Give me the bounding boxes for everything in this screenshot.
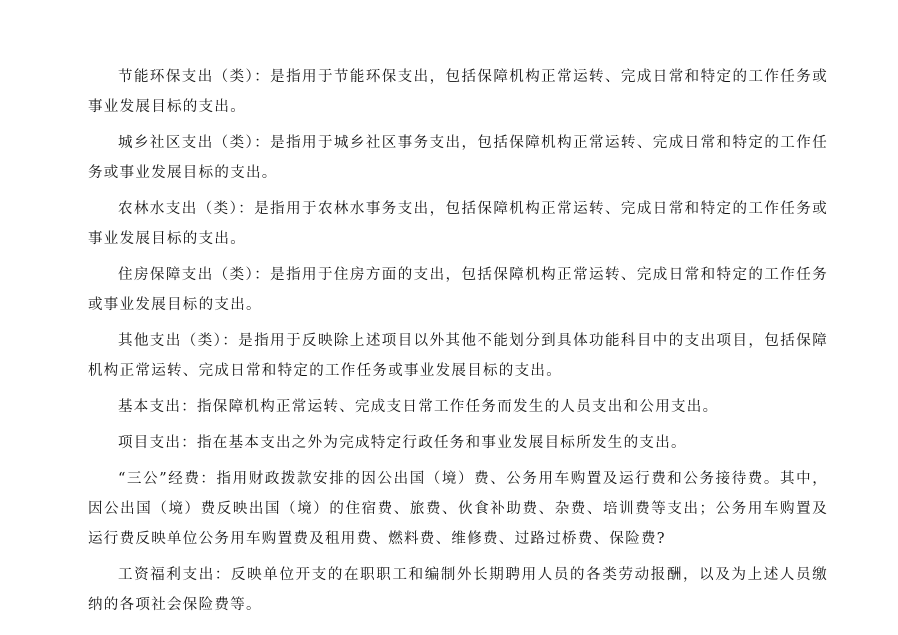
paragraph-housing-security-expenditure: 住房保障支出（类）：是指用于住房方面的支出，包括保障机构正常运转、完成日常和特定的工作任务或事业发展目标的支出。 (88, 267, 828, 313)
paragraph-urban-rural-community-expenditure: 城乡社区支出（类）：是指用于城乡社区事务支出，包括保障机构正常运转、完成日常和特定的工作任务或事业发展目标的支出。 (88, 135, 828, 181)
document-body (88, 62, 828, 626)
paragraph-other-expenditure: 其他支出（类）：是指用于反映除上述项目以外其他不能划分到具体功能科目中的支出项目，包括保障机构正常运转、完成日常和特定的工作任务或事业发展目标的支出。 (88, 333, 828, 379)
paragraph-three-public-expenses: “三公”经费：指用财政拨款安排的因公出国（境）费、公务用车购置及运行费和公务接待费。其中，因公出国（境）费反映出国（境）的住宿费、旅费、伙食补助费、杂费、培训费等支出；公务用车购置及运行费反映单位公务用车购置费及租用费、燃料费、维修费、过路过桥费、保险费? (88, 471, 828, 547)
paragraph-basic-expenditure: 基本支出：指保障机构正常运转、完成支日常工作任务而发生的人员支出和公用支出。 (118, 399, 719, 415)
paragraph-energy-saving-expenditure: 节能环保支出（类）：是指用于节能环保支出，包括保障机构正常运转、完成日常和特定的工作任务或事业发展目标的支出。 (88, 69, 828, 115)
paragraph-salary-welfare-expenditure: 工资福利支出：反映单位开支的在职职工和编制外长期聘用人员的各类劳动报酬，以及为上述人员缴纳的各项社会保险费等。 (88, 567, 828, 613)
paragraph-agriculture-forestry-water-expenditure: 农林水支出（类）：是指用于农林水事务支出，包括保障机构正常运转、完成日常和特定的工作任务或事业发展目标的支出。 (88, 201, 828, 247)
paragraph-project-expenditure: 项目支出：指在基本支出之外为完成特定行政任务和事业发展目标所发生的支出。 (118, 435, 687, 451)
